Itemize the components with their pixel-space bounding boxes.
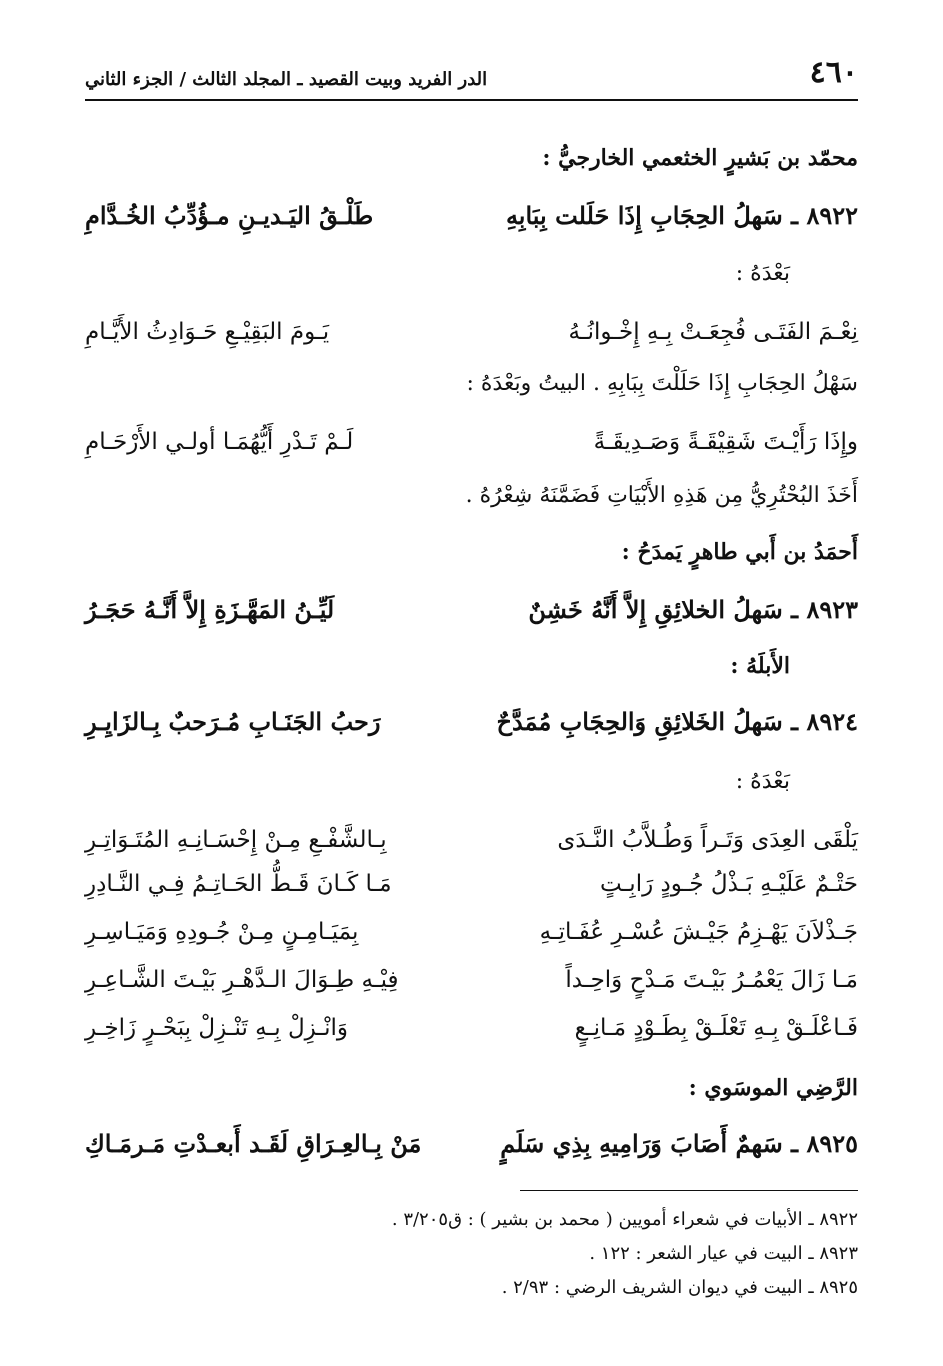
note-text: بَعْدَهُ : <box>735 769 790 794</box>
verse-line <box>85 958 858 1002</box>
footnote: ٨٩٢٥ ـ البيت في ديوان الشريف الرضي : ٢/٩٣ . <box>501 1277 858 1298</box>
hemistich-text: سَهلُ الخَلائِقِ وَالحِجَابِ مُمَدَّحٌ <box>496 707 783 736</box>
running-title: الدر الفريد وبيت القصيد ـ المجلد الثالث / الجزء الثاني <box>85 69 488 90</box>
entry-number: ٨٩٢٢ ـ <box>791 201 858 230</box>
verse-line <box>85 310 858 354</box>
second-hemistich: فِيْـهِ طِـوَالَ الـدَّهْـرِ بَيْـتَ الشَّـاعِـرِ <box>85 967 399 993</box>
following-note <box>85 760 858 804</box>
first-hemistich: جَـذْلاَنَ يَهْـزِمُ جَيْـشَ عُسْـرِ عُفَـاتِـهِ <box>539 919 858 945</box>
poet-intro-text: أَحمَدُ بن أَبي طاهرٍ يَمدَحُ : <box>621 539 858 565</box>
verse-line <box>85 420 858 464</box>
verse-line <box>85 910 858 954</box>
verse-entry-8924 <box>85 700 858 744</box>
poet-intro <box>85 644 858 688</box>
following-note <box>85 252 858 296</box>
second-hemistich: لَيِّـنُ المَهَّـزَةِ إِلاَّ أَنَّـهُ حَجَـرُ <box>85 595 335 624</box>
second-hemistich: يَـومَ البَقِيْـعِ حَـوَادِثُ الأَيَّـامِ <box>85 319 330 345</box>
footnote: ٨٩٢٢ ـ الأبيات في شعراء أمويين ( محمد بن بشير ) : ق٣/٢٠٥ . <box>391 1209 858 1230</box>
poet-intro <box>85 136 858 180</box>
first-hemistich <box>493 588 858 632</box>
verse-line <box>85 818 858 862</box>
second-hemistich: طَلْـقُ اليَـديـنِ مـؤُدِّبُ الخُـدَّامِ <box>85 201 374 230</box>
note-text: بَعْدَهُ : <box>735 261 790 286</box>
second-hemistich: بِمَيَـامِـنٍ مِـنْ جُـودِهِ وَمَيَـاسِـرِ <box>85 919 359 945</box>
second-hemistich: لَـمْ تَـدْرِ أَيُّهُمَـا أولـي الأَرْحَـامِ <box>85 429 354 455</box>
hemistich-text: سَهمٌ أَصَابَ وَرَامِيهِ بِذِي سَلَمٍ <box>500 1129 783 1158</box>
poet-intro-text: الأَبلَهُ : <box>730 653 790 679</box>
first-hemistich: حَتْـمٌ عَلَيْـهِ بَـذْلُ جُـودٍ رَابِـتٍ <box>599 871 858 897</box>
hemistich-text: سَهلُ الخلائِقِ إِلاَّ أَنَّهُ خَشِنٌ <box>528 595 783 624</box>
first-hemistich <box>493 700 858 744</box>
footnote: ٨٩٢٣ ـ البيت في عيار الشعر : ١٢٢ . <box>589 1243 858 1264</box>
footnotes <box>85 1203 858 1305</box>
verse-entry-8925 <box>85 1122 858 1166</box>
poet-intro-text: محمّد بن بَشيرٍ الخثعمي الخارجيُّ : <box>542 145 858 171</box>
entry-number: ٨٩٢٥ ـ <box>791 1129 858 1158</box>
first-hemistich: مَـا زَالَ يَعْمُـرُ بَيْـتَ مَـدْحٍ وَاحِـداً <box>565 967 858 993</box>
first-hemistich: فَـاعْلَـقْ بِـهِ تَعْلَـقْ بِطَـوْدٍ مَـانِـعٍ <box>574 1015 858 1041</box>
prose-text: أَخَذَ البُحْتُرِيُّ مِن هَذِهِ الأَبْيَاتِ فَضَمَّنَهُ شِعْرُهُ . <box>465 483 858 508</box>
page-number: ٤٦٠ <box>809 55 858 90</box>
verse-entry-8922 <box>85 194 858 238</box>
verse-line <box>85 1006 858 1050</box>
second-hemistich: وَانْـزِلْ بِـهِ تَنْـزِلْ بِبَحْـرٍ زَاخِـرِ <box>85 1015 348 1041</box>
first-hemistich: وإِذَا رَأَيْـتَ شَقِيْقَـةً وَصَـدِيقَـةً <box>593 429 858 455</box>
entry-number: ٨٩٢٤ ـ <box>791 707 858 736</box>
poet-intro-text: الرَّضِي الموسَوي : <box>688 1075 858 1101</box>
first-hemistich: يَلْقَى العِدَى وَتَـراً وَطُـلاَّبُ النَّـدَى <box>557 827 858 853</box>
prose-line <box>85 474 858 518</box>
second-hemistich: مَنْ بِـالعِـرَاقِ لَقَـد أَبعـدْتِ مَـرمَـاكِ <box>85 1129 422 1158</box>
first-hemistich <box>493 194 858 238</box>
second-hemistich: رَحبُ الجَنَـابِ مُـرَحبٌ بِـالزَايِـرِ <box>85 707 381 736</box>
verse-entry-8923 <box>85 588 858 632</box>
footnote-divider <box>520 1190 858 1191</box>
verse-line <box>85 862 858 906</box>
entry-number: ٨٩٢٣ ـ <box>791 595 858 624</box>
second-hemistich: بِـالشَّفْـعِ مِـنْ إِحْسَـانِـهِ المُتَـوَاتِـرِ <box>85 827 387 853</box>
prose-text: سَهْلُ الحِجَابِ إِذَا حَلَلْتَ بِبَابِهِ . البيتُ وبَعْدَهُ : <box>466 371 858 396</box>
second-hemistich: مَـا كَـانَ قَـطُّ الحَـاتِـمُ فِـي النَّـادِرِ <box>85 871 392 897</box>
first-hemistich <box>493 1122 858 1166</box>
first-hemistich: نِعْـمَ الفَتَـى فُجِعَـتْ بِـهِ إِخْـوانُـهُ <box>568 319 858 345</box>
poet-intro <box>85 1066 858 1110</box>
hemistich-text: سَهلُ الحِجَابِ إِذَا حَلَلت بِبَابِهِ <box>505 201 783 230</box>
prose-line <box>85 362 858 406</box>
running-header <box>85 55 858 101</box>
poet-intro <box>85 530 858 574</box>
